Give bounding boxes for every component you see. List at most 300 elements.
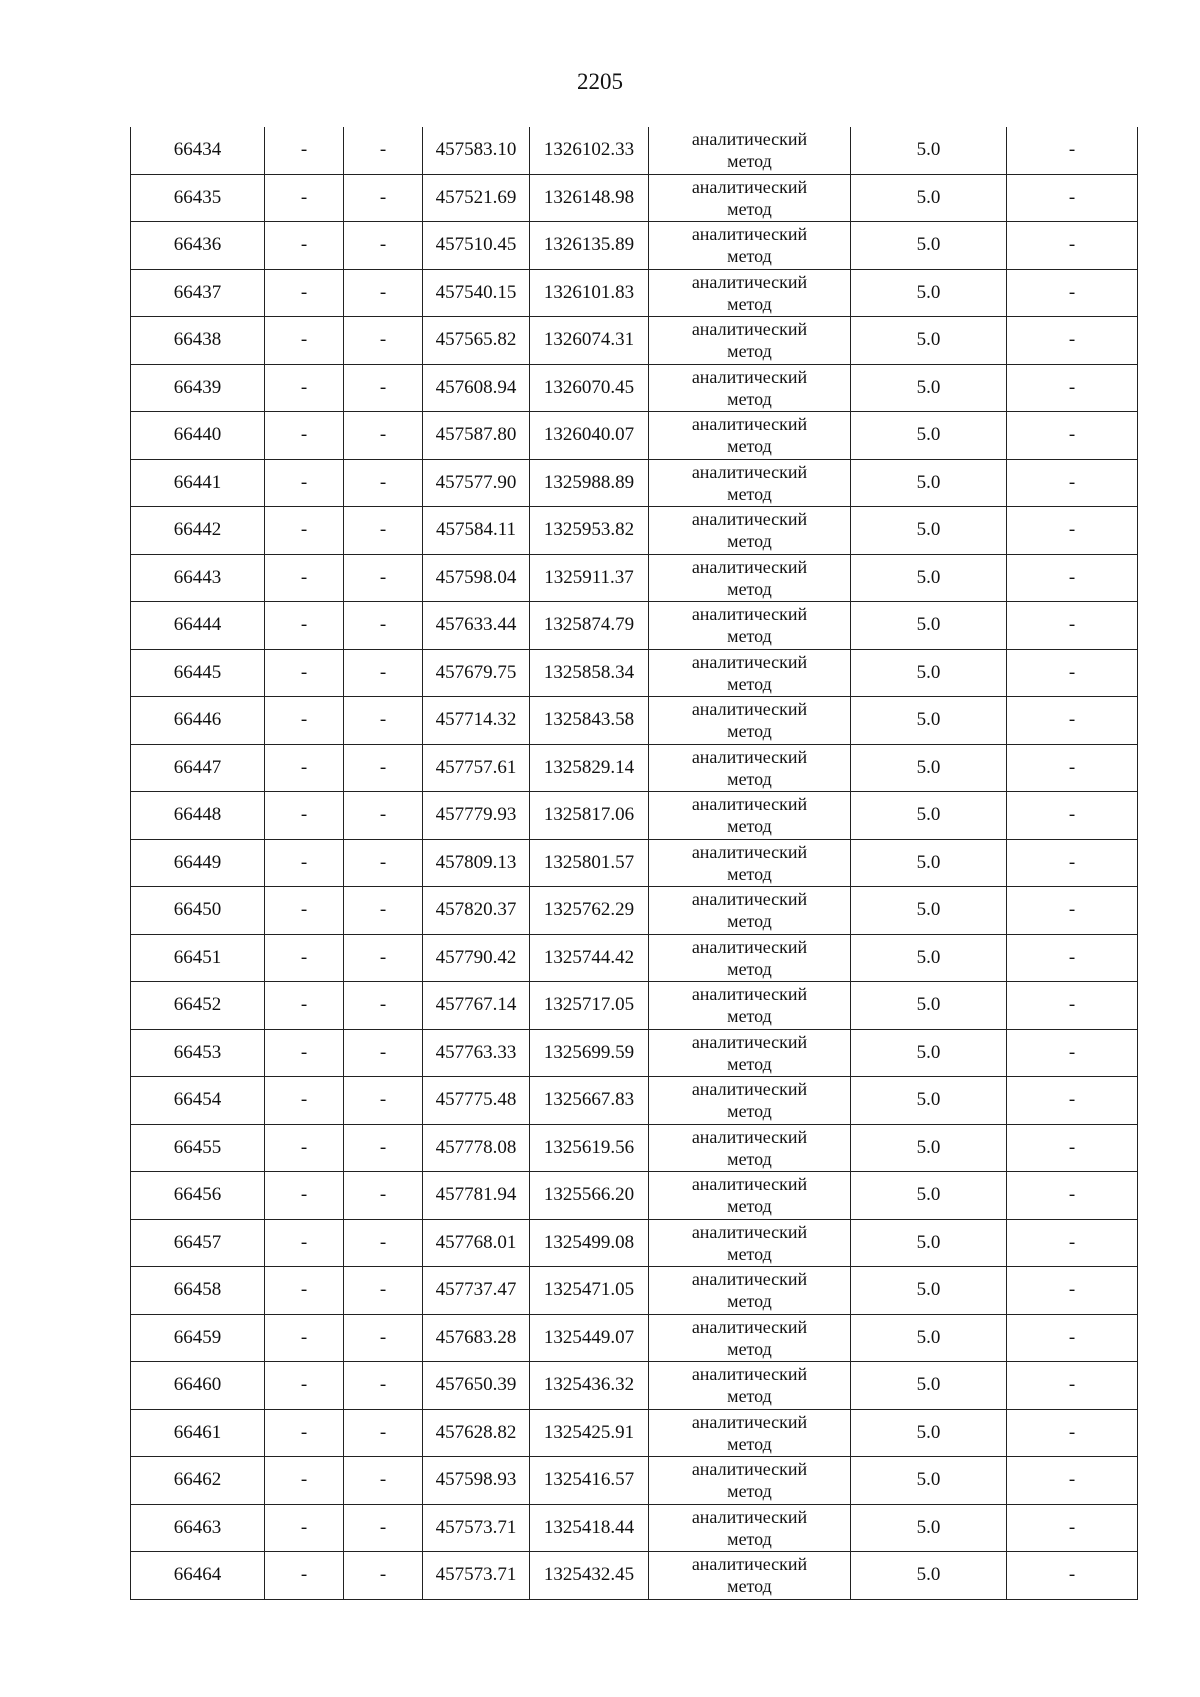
method-line-2: метод (727, 198, 772, 219)
x-coordinate-cell: 457628.82 (423, 1409, 530, 1457)
note-cell: - (1007, 744, 1138, 792)
x-coordinate-cell: 457809.13 (423, 839, 530, 887)
accuracy-cell: 5.0 (851, 412, 1007, 460)
accuracy-cell: 5.0 (851, 1267, 1007, 1315)
table-row (131, 649, 1138, 697)
method-line-1: аналитический (691, 224, 808, 245)
empty-value-cell: - (344, 697, 423, 745)
y-coordinate-cell: 1325619.56 (530, 1124, 649, 1172)
empty-value-cell: - (265, 697, 344, 745)
method-line-2: метод (727, 958, 772, 979)
note-cell: - (1007, 1172, 1138, 1220)
method-line-2: метод (727, 483, 772, 504)
empty-value-cell: - (265, 602, 344, 650)
point-number-cell: 66446 (131, 697, 265, 745)
note-cell: - (1007, 934, 1138, 982)
method-line-1: аналитический (691, 1554, 808, 1575)
method-cell (649, 1219, 851, 1267)
x-coordinate-cell: 457584.11 (423, 507, 530, 555)
empty-value-cell: - (344, 744, 423, 792)
y-coordinate-cell: 1326102.33 (530, 127, 649, 174)
method-cell (649, 459, 851, 507)
method-cell (649, 934, 851, 982)
table-row (131, 1267, 1138, 1315)
y-coordinate-cell: 1325667.83 (530, 1077, 649, 1125)
empty-value-cell: - (344, 317, 423, 365)
empty-value-cell: - (265, 174, 344, 222)
method-line-2: метод (727, 1386, 772, 1407)
note-cell: - (1007, 1504, 1138, 1552)
y-coordinate-cell: 1325829.14 (530, 744, 649, 792)
x-coordinate-cell: 457598.04 (423, 554, 530, 602)
y-coordinate-cell: 1325843.58 (530, 697, 649, 745)
y-coordinate-cell: 1325436.32 (530, 1362, 649, 1410)
empty-value-cell: - (344, 1077, 423, 1125)
empty-value-cell: - (344, 507, 423, 555)
empty-value-cell: - (265, 317, 344, 365)
x-coordinate-cell: 457573.71 (423, 1552, 530, 1600)
method-line-1: аналитический (691, 1459, 808, 1480)
method-line-2: метод (727, 1433, 772, 1454)
note-cell: - (1007, 1314, 1138, 1362)
x-coordinate-cell: 457683.28 (423, 1314, 530, 1362)
empty-value-cell: - (344, 1267, 423, 1315)
accuracy-cell: 5.0 (851, 1457, 1007, 1505)
note-cell: - (1007, 1219, 1138, 1267)
y-coordinate-cell: 1325432.45 (530, 1552, 649, 1600)
method-line-1: аналитический (691, 1031, 808, 1052)
method-line-2: метод (727, 1576, 772, 1597)
point-number-cell: 66453 (131, 1029, 265, 1077)
y-coordinate-cell: 1325499.08 (530, 1219, 649, 1267)
table-row (131, 317, 1138, 365)
accuracy-cell: 5.0 (851, 1552, 1007, 1600)
accuracy-cell: 5.0 (851, 1029, 1007, 1077)
empty-value-cell: - (265, 1077, 344, 1125)
empty-value-cell: - (265, 1314, 344, 1362)
empty-value-cell: - (344, 1552, 423, 1600)
method-line-1: аналитический (691, 176, 808, 197)
y-coordinate-cell: 1326135.89 (530, 222, 649, 270)
x-coordinate-cell: 457767.14 (423, 982, 530, 1030)
note-cell: - (1007, 317, 1138, 365)
point-number-cell: 66451 (131, 934, 265, 982)
note-cell: - (1007, 1552, 1138, 1600)
y-coordinate-cell: 1325762.29 (530, 887, 649, 935)
method-line-1: аналитический (691, 794, 808, 815)
table-row (131, 887, 1138, 935)
empty-value-cell: - (265, 1267, 344, 1315)
table-row (131, 1029, 1138, 1077)
method-cell (649, 554, 851, 602)
x-coordinate-cell: 457608.94 (423, 364, 530, 412)
table-body (131, 127, 1138, 1599)
y-coordinate-cell: 1325699.59 (530, 1029, 649, 1077)
point-number-cell: 66458 (131, 1267, 265, 1315)
method-cell (649, 507, 851, 555)
accuracy-cell: 5.0 (851, 697, 1007, 745)
empty-value-cell: - (344, 1124, 423, 1172)
method-line-2: метод (727, 1053, 772, 1074)
method-cell (649, 744, 851, 792)
point-number-cell: 66441 (131, 459, 265, 507)
method-line-2: метод (727, 1528, 772, 1549)
method-line-2: метод (727, 1006, 772, 1027)
method-line-1: аналитический (691, 461, 808, 482)
empty-value-cell: - (344, 1219, 423, 1267)
empty-value-cell: - (265, 1362, 344, 1410)
point-number-cell: 66452 (131, 982, 265, 1030)
method-line-1: аналитический (691, 841, 808, 862)
y-coordinate-cell: 1325416.57 (530, 1457, 649, 1505)
empty-value-cell: - (265, 507, 344, 555)
empty-value-cell: - (265, 1457, 344, 1505)
note-cell: - (1007, 1267, 1138, 1315)
method-line-2: метод (727, 1481, 772, 1502)
note-cell: - (1007, 839, 1138, 887)
accuracy-cell: 5.0 (851, 1124, 1007, 1172)
x-coordinate-cell: 457521.69 (423, 174, 530, 222)
method-line-1: аналитический (691, 936, 808, 957)
method-line-1: аналитический (691, 746, 808, 767)
x-coordinate-cell: 457820.37 (423, 887, 530, 935)
x-coordinate-cell: 457790.42 (423, 934, 530, 982)
method-cell (649, 649, 851, 697)
point-number-cell: 66455 (131, 1124, 265, 1172)
accuracy-cell: 5.0 (851, 222, 1007, 270)
x-coordinate-cell: 457737.47 (423, 1267, 530, 1315)
y-coordinate-cell: 1326070.45 (530, 364, 649, 412)
note-cell: - (1007, 222, 1138, 270)
table-row (131, 269, 1138, 317)
empty-value-cell: - (344, 554, 423, 602)
y-coordinate-cell: 1326040.07 (530, 412, 649, 460)
accuracy-cell: 5.0 (851, 554, 1007, 602)
y-coordinate-cell: 1325449.07 (530, 1314, 649, 1362)
empty-value-cell: - (344, 649, 423, 697)
note-cell: - (1007, 1457, 1138, 1505)
x-coordinate-cell: 457679.75 (423, 649, 530, 697)
point-number-cell: 66443 (131, 554, 265, 602)
method-line-2: метод (727, 1196, 772, 1217)
empty-value-cell: - (344, 982, 423, 1030)
method-cell (649, 1552, 851, 1600)
method-line-1: аналитический (691, 556, 808, 577)
y-coordinate-cell: 1325418.44 (530, 1504, 649, 1552)
note-cell: - (1007, 1124, 1138, 1172)
note-cell: - (1007, 1077, 1138, 1125)
method-cell (649, 1172, 851, 1220)
accuracy-cell: 5.0 (851, 602, 1007, 650)
empty-value-cell: - (344, 269, 423, 317)
note-cell: - (1007, 1362, 1138, 1410)
table-row (131, 364, 1138, 412)
method-line-2: метод (727, 293, 772, 314)
empty-value-cell: - (265, 127, 344, 174)
note-cell: - (1007, 887, 1138, 935)
empty-value-cell: - (265, 1552, 344, 1600)
point-number-cell: 66461 (131, 1409, 265, 1457)
empty-value-cell: - (265, 222, 344, 270)
method-line-2: метод (727, 1291, 772, 1312)
note-cell: - (1007, 602, 1138, 650)
empty-value-cell: - (344, 1314, 423, 1362)
method-line-1: аналитический (691, 604, 808, 625)
point-number-cell: 66438 (131, 317, 265, 365)
empty-value-cell: - (265, 982, 344, 1030)
method-line-1: аналитический (691, 1221, 808, 1242)
empty-value-cell: - (265, 412, 344, 460)
accuracy-cell: 5.0 (851, 364, 1007, 412)
method-line-2: метод (727, 768, 772, 789)
method-cell (649, 317, 851, 365)
empty-value-cell: - (344, 792, 423, 840)
empty-value-cell: - (344, 222, 423, 270)
point-number-cell: 66449 (131, 839, 265, 887)
x-coordinate-cell: 457587.80 (423, 412, 530, 460)
method-line-2: метод (727, 1338, 772, 1359)
accuracy-cell: 5.0 (851, 317, 1007, 365)
point-number-cell: 66444 (131, 602, 265, 650)
method-line-1: аналитический (691, 366, 808, 387)
note-cell: - (1007, 459, 1138, 507)
table-row (131, 1504, 1138, 1552)
empty-value-cell: - (265, 649, 344, 697)
table-row (131, 982, 1138, 1030)
method-line-2: метод (727, 436, 772, 457)
accuracy-cell: 5.0 (851, 887, 1007, 935)
empty-value-cell: - (344, 127, 423, 174)
accuracy-cell: 5.0 (851, 1362, 1007, 1410)
x-coordinate-cell: 457510.45 (423, 222, 530, 270)
method-cell (649, 1504, 851, 1552)
table-row (131, 507, 1138, 555)
x-coordinate-cell: 457768.01 (423, 1219, 530, 1267)
y-coordinate-cell: 1325717.05 (530, 982, 649, 1030)
method-line-1: аналитический (691, 1079, 808, 1100)
method-line-2: метод (727, 151, 772, 172)
method-cell (649, 887, 851, 935)
accuracy-cell: 5.0 (851, 649, 1007, 697)
empty-value-cell: - (265, 839, 344, 887)
x-coordinate-cell: 457757.61 (423, 744, 530, 792)
table-row (131, 839, 1138, 887)
table-row (131, 1457, 1138, 1505)
empty-value-cell: - (344, 1504, 423, 1552)
accuracy-cell: 5.0 (851, 1219, 1007, 1267)
x-coordinate-cell: 457714.32 (423, 697, 530, 745)
point-number-cell: 66440 (131, 412, 265, 460)
empty-value-cell: - (265, 934, 344, 982)
method-line-1: аналитический (691, 271, 808, 292)
note-cell: - (1007, 1409, 1138, 1457)
note-cell: - (1007, 127, 1138, 174)
method-line-2: метод (727, 246, 772, 267)
method-cell (649, 127, 851, 174)
empty-value-cell: - (344, 839, 423, 887)
method-line-1: аналитический (691, 129, 808, 150)
table-row (131, 554, 1138, 602)
table-row (131, 1362, 1138, 1410)
empty-value-cell: - (265, 459, 344, 507)
accuracy-cell: 5.0 (851, 1314, 1007, 1362)
method-cell (649, 412, 851, 460)
point-number-cell: 66464 (131, 1552, 265, 1600)
y-coordinate-cell: 1325874.79 (530, 602, 649, 650)
table-row (131, 1124, 1138, 1172)
accuracy-cell: 5.0 (851, 269, 1007, 317)
table-row (131, 1172, 1138, 1220)
note-cell: - (1007, 174, 1138, 222)
point-number-cell: 66442 (131, 507, 265, 555)
table-row (131, 1314, 1138, 1362)
method-cell (649, 982, 851, 1030)
point-number-cell: 66454 (131, 1077, 265, 1125)
accuracy-cell: 5.0 (851, 174, 1007, 222)
method-line-1: аналитический (691, 651, 808, 672)
method-line-1: аналитический (691, 889, 808, 910)
x-coordinate-cell: 457540.15 (423, 269, 530, 317)
y-coordinate-cell: 1325744.42 (530, 934, 649, 982)
y-coordinate-cell: 1325566.20 (530, 1172, 649, 1220)
empty-value-cell: - (265, 554, 344, 602)
y-coordinate-cell: 1326101.83 (530, 269, 649, 317)
method-cell (649, 602, 851, 650)
accuracy-cell: 5.0 (851, 1504, 1007, 1552)
method-line-1: аналитический (691, 1269, 808, 1290)
x-coordinate-cell: 457573.71 (423, 1504, 530, 1552)
method-cell (649, 1124, 851, 1172)
method-cell (649, 364, 851, 412)
point-number-cell: 66460 (131, 1362, 265, 1410)
y-coordinate-cell: 1325953.82 (530, 507, 649, 555)
method-line-2: метод (727, 1101, 772, 1122)
method-line-1: аналитический (691, 319, 808, 340)
accuracy-cell: 5.0 (851, 934, 1007, 982)
method-cell (649, 269, 851, 317)
method-line-2: метод (727, 1243, 772, 1264)
empty-value-cell: - (265, 792, 344, 840)
empty-value-cell: - (265, 1172, 344, 1220)
method-line-2: метод (727, 721, 772, 742)
empty-value-cell: - (265, 269, 344, 317)
empty-value-cell: - (344, 1172, 423, 1220)
method-cell (649, 1029, 851, 1077)
accuracy-cell: 5.0 (851, 792, 1007, 840)
method-cell (649, 1362, 851, 1410)
method-line-2: метод (727, 816, 772, 837)
point-number-cell: 66448 (131, 792, 265, 840)
coordinates-table (130, 127, 1138, 1600)
method-cell (649, 1267, 851, 1315)
x-coordinate-cell: 457779.93 (423, 792, 530, 840)
method-line-2: метод (727, 1148, 772, 1169)
x-coordinate-cell: 457775.48 (423, 1077, 530, 1125)
y-coordinate-cell: 1325425.91 (530, 1409, 649, 1457)
empty-value-cell: - (265, 1029, 344, 1077)
table-row (131, 174, 1138, 222)
y-coordinate-cell: 1326074.31 (530, 317, 649, 365)
empty-value-cell: - (344, 1409, 423, 1457)
method-line-2: метод (727, 863, 772, 884)
accuracy-cell: 5.0 (851, 507, 1007, 555)
table-row (131, 744, 1138, 792)
point-number-cell: 66439 (131, 364, 265, 412)
method-line-2: метод (727, 673, 772, 694)
page-number: 2205 (577, 69, 623, 94)
method-line-1: аналитический (691, 414, 808, 435)
table-row (131, 1219, 1138, 1267)
point-number-cell: 66457 (131, 1219, 265, 1267)
table-row (131, 1077, 1138, 1125)
y-coordinate-cell: 1325988.89 (530, 459, 649, 507)
note-cell: - (1007, 1029, 1138, 1077)
empty-value-cell: - (344, 174, 423, 222)
empty-value-cell: - (344, 1457, 423, 1505)
point-number-cell: 66445 (131, 649, 265, 697)
empty-value-cell: - (344, 1029, 423, 1077)
point-number-cell: 66434 (131, 127, 265, 174)
empty-value-cell: - (344, 1362, 423, 1410)
table-row (131, 934, 1138, 982)
note-cell: - (1007, 982, 1138, 1030)
method-line-1: аналитический (691, 1364, 808, 1385)
table-row (131, 1409, 1138, 1457)
note-cell: - (1007, 412, 1138, 460)
y-coordinate-cell: 1325858.34 (530, 649, 649, 697)
method-cell (649, 1077, 851, 1125)
empty-value-cell: - (344, 459, 423, 507)
method-line-1: аналитический (691, 984, 808, 1005)
empty-value-cell: - (265, 744, 344, 792)
table-row (131, 459, 1138, 507)
empty-value-cell: - (344, 887, 423, 935)
point-number-cell: 66435 (131, 174, 265, 222)
accuracy-cell: 5.0 (851, 459, 1007, 507)
method-cell (649, 792, 851, 840)
y-coordinate-cell: 1325817.06 (530, 792, 649, 840)
x-coordinate-cell: 457650.39 (423, 1362, 530, 1410)
note-cell: - (1007, 697, 1138, 745)
point-number-cell: 66450 (131, 887, 265, 935)
x-coordinate-cell: 457598.93 (423, 1457, 530, 1505)
empty-value-cell: - (265, 1504, 344, 1552)
method-line-1: аналитический (691, 1174, 808, 1195)
x-coordinate-cell: 457577.90 (423, 459, 530, 507)
y-coordinate-cell: 1326148.98 (530, 174, 649, 222)
method-cell (649, 174, 851, 222)
note-cell: - (1007, 364, 1138, 412)
table-row (131, 127, 1138, 174)
accuracy-cell: 5.0 (851, 1409, 1007, 1457)
accuracy-cell: 5.0 (851, 127, 1007, 174)
x-coordinate-cell: 457583.10 (423, 127, 530, 174)
empty-value-cell: - (344, 934, 423, 982)
method-line-1: аналитический (691, 1506, 808, 1527)
point-number-cell: 66436 (131, 222, 265, 270)
accuracy-cell: 5.0 (851, 839, 1007, 887)
y-coordinate-cell: 1325801.57 (530, 839, 649, 887)
method-line-1: аналитический (691, 1316, 808, 1337)
x-coordinate-cell: 457565.82 (423, 317, 530, 365)
method-line-1: аналитический (691, 509, 808, 530)
empty-value-cell: - (344, 602, 423, 650)
point-number-cell: 66459 (131, 1314, 265, 1362)
empty-value-cell: - (265, 1124, 344, 1172)
table-row (131, 1552, 1138, 1600)
method-line-1: аналитический (691, 699, 808, 720)
table-row (131, 792, 1138, 840)
